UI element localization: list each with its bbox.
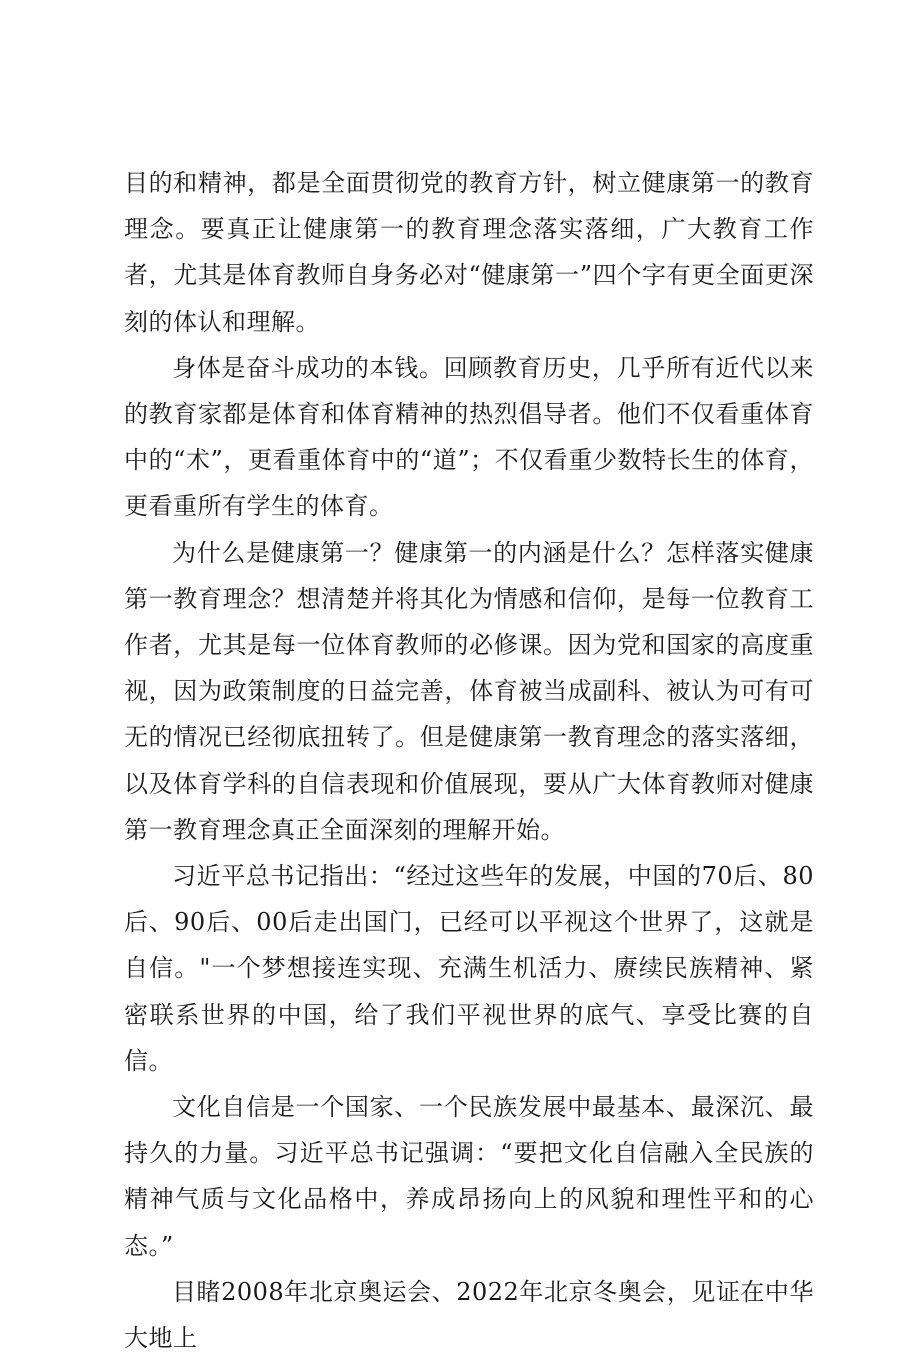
document-body — [124, 160, 814, 1361]
paragraph-3: 为什么是健康第一？健康第一的内涵是什么？怎样落实健康第一教育理念？想清楚并将其化为情感和信仰，是每一位教育工作者，尤其是每一位体育教师的必修课。因为党和国家的高度重视，因为政策制度的日益完善，体育被当成副科、被认为可有可无的情况已经彻底扭转了。但是健康第一教育理念的落实落细，以及体育学科的自信表现和价值展现，要从广大体育教师对健康第一教育理念真正全面深刻的理解开始。 — [124, 538, 814, 844]
paragraph-1: 目的和精神，都是全面贯彻党的教育方针，树立健康第一的教育理念。要真正让健康第一的教育理念落实落细，广大教育工作者，尤其是体育教师自身务必对“健康第一”四个字有更全面更深刻的体认和理解。 — [124, 169, 814, 336]
paragraph-6: 目睹2008年北京奥运会、2022年北京冬奥会，见证在中华大地上 — [124, 1277, 814, 1353]
paragraph-5: 文化自信是一个国家、一个民族发展中最基本、最深沉、最持久的力量。习近平总书记强调：“要把文化自信融入全民族的精神气质与文化品格中，养成昂扬向上的风貌和理性平和的心态。” — [124, 1093, 814, 1260]
paragraph-4: 习近平总书记指出：“经过这些年的发展，中国的70后、80后、90后、00后走出国门，已经可以平视这个世界了，这就是自信。"一个梦想接连实现、充满生机活力、赓续民族精神、紧密联系世界的中国，给了我们平视世界的底气、享受比赛的自信。 — [124, 862, 814, 1075]
paragraph-2: 身体是奋斗成功的本钱。回顾教育历史，几乎所有近代以来的教育家都是体育和体育精神的热烈倡导者。他们不仅看重体育中的“术”，更看重体育中的“道”；不仅看重少数特长生的体育，更看重所有学生的体育。 — [124, 353, 814, 521]
